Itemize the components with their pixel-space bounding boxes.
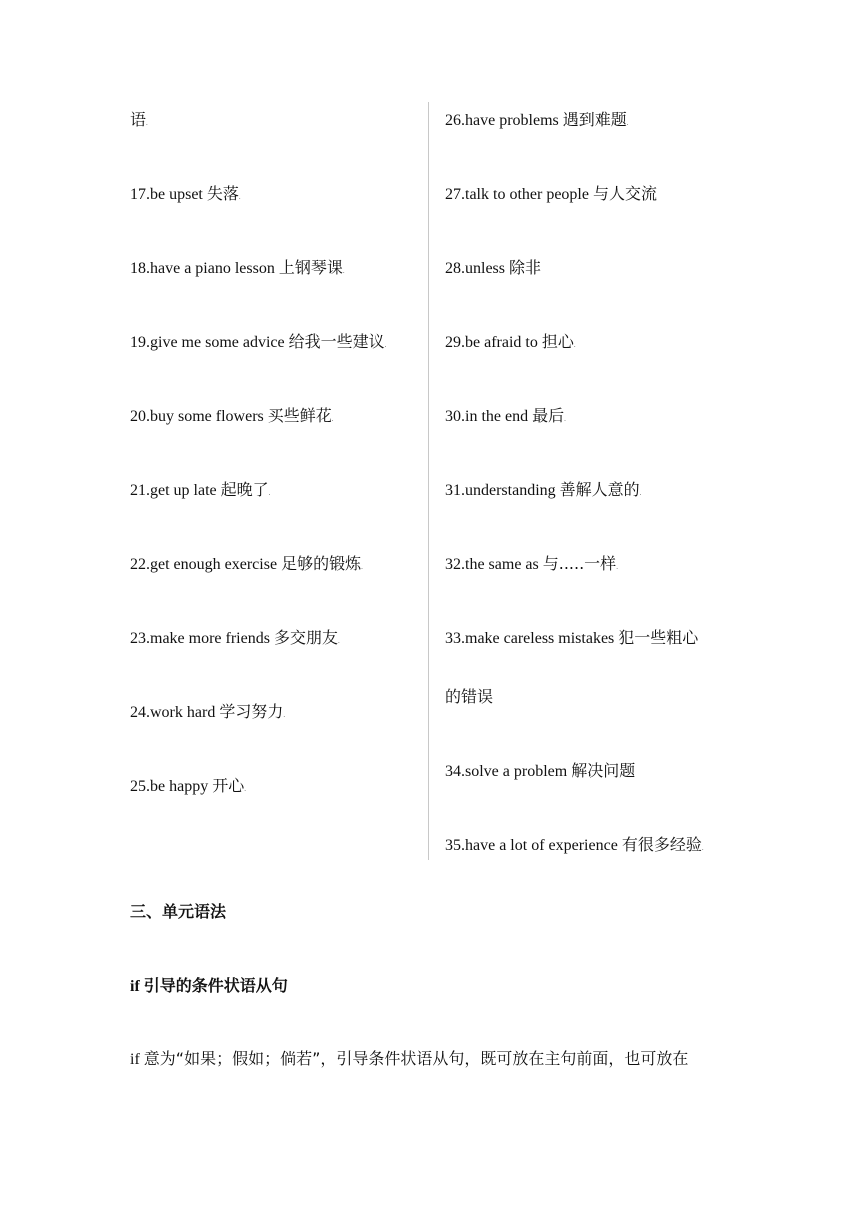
vocab-english: 22.get enough exercise [130,556,282,573]
vocab-english: 28.unless [445,260,509,277]
vocab-chinese: 善解人意的 [559,480,640,499]
vocab-english: 34.solve a problem [445,763,572,780]
grammar-paragraph [130,1049,688,1070]
vocab-english: 21.get up late [130,482,221,499]
vocab-chinese: 有很多经验 [621,835,702,854]
vocab-item: 35.have a lot of experience 有很多经验. [445,835,704,854]
vocab-chinese: 买些鲜花 [267,406,332,425]
vocab-item: 19.give me some advice 给我一些建议. [130,332,387,351]
vocab-item: 32.the same as 与.....一样. [445,554,618,573]
vocab-item: 21.get up late 起晚了. [130,480,271,499]
vocab-chinese: 除非 [509,258,542,277]
vocab-item [445,184,657,205]
vocab-item [445,761,635,782]
vocab-english: 27.talk to other people [445,186,593,203]
vocab-chinese: 学习努力 [219,702,284,721]
vocab-english: 30.in the end [445,408,533,425]
vocab-item [445,628,698,649]
vocab-chinese: 遇到难题 [562,110,627,129]
vocab-item: 31.understanding 善解人意的. [445,480,642,499]
paragraph-chinese: 意为“如果；假如；倘若”，引导条件状语从句，既可放在主句前面，也可放在 [143,1049,689,1068]
vocab-english: 29.be afraid to [445,334,542,351]
vocab-english: 26.have problems [445,112,563,129]
vocab-item: 25.be happy 开心. [130,776,246,795]
vocab-english: 17.be upset [130,186,207,203]
vocab-chinese: 语 [130,110,147,129]
vocab-english: 25.be happy [130,778,213,795]
vocab-item: 30.in the end 最后. [445,406,566,425]
sub-heading-english: if [130,978,144,995]
vocab-chinese: 足够的锻炼 [281,554,362,573]
vocab-english: 20.buy some flowers [130,408,268,425]
sub-heading-chinese: 引导的条件状语从句 [143,976,288,995]
vocab-item: 20.buy some flowers 买些鲜花. [130,406,334,425]
vocab-chinese: 给我一些建议 [288,332,385,351]
vocab-english: 32.the same as [445,556,543,573]
vocab-chinese: 上钢琴课 [278,258,343,277]
vocab-english: 23.make more friends [130,630,274,647]
vocab-english: 19.give me some advice [130,334,289,351]
vocab-item: 17.be upset 失落. [130,184,241,203]
vocab-chinese: 多交朋友 [273,628,338,647]
vocab-chinese: 犯一些粗心 [618,628,699,647]
vocab-english: 35.have a lot of experience [445,837,622,854]
section-heading: 三、单元语法 [130,902,227,921]
vocab-item: 29.be afraid to 担心. [445,332,576,351]
vocab-item-continuation [445,687,493,708]
vocab-item: 22.get enough exercise 足够的锻炼. [130,554,363,573]
vocab-chinese: 开心 [212,776,245,795]
vocab-item: 26.have problems 遇到难题. [445,110,629,129]
vocab-item: 24.work hard 学习努力. [130,702,286,721]
vocab-chinese: 担心 [541,332,574,351]
vocab-item: 语. [130,110,148,129]
vocab-english: 31.understanding [445,482,560,499]
vocab-chinese: 的错误 [445,687,494,706]
column-divider [428,102,429,860]
vocab-item: 23.make more friends 多交朋友. [130,628,340,647]
vocab-item: 18.have a piano lesson 上钢琴课. [130,258,345,277]
vocab-chinese: 与人交流 [592,184,657,203]
vocab-chinese: 起晚了 [220,480,269,499]
vocab-chinese: 解决问题 [571,761,636,780]
vocab-chinese: 与.....一样 [542,554,617,573]
sub-heading [130,976,288,997]
vocab-english: 33.make careless mistakes [445,630,619,647]
vocab-english: 18.have a piano lesson [130,260,279,277]
vocab-english: 24.work hard [130,704,220,721]
paragraph-english: if [130,1051,144,1068]
vocab-chinese: 失落 [206,184,239,203]
vocab-chinese: 最后 [532,406,565,425]
vocab-item [445,258,541,279]
